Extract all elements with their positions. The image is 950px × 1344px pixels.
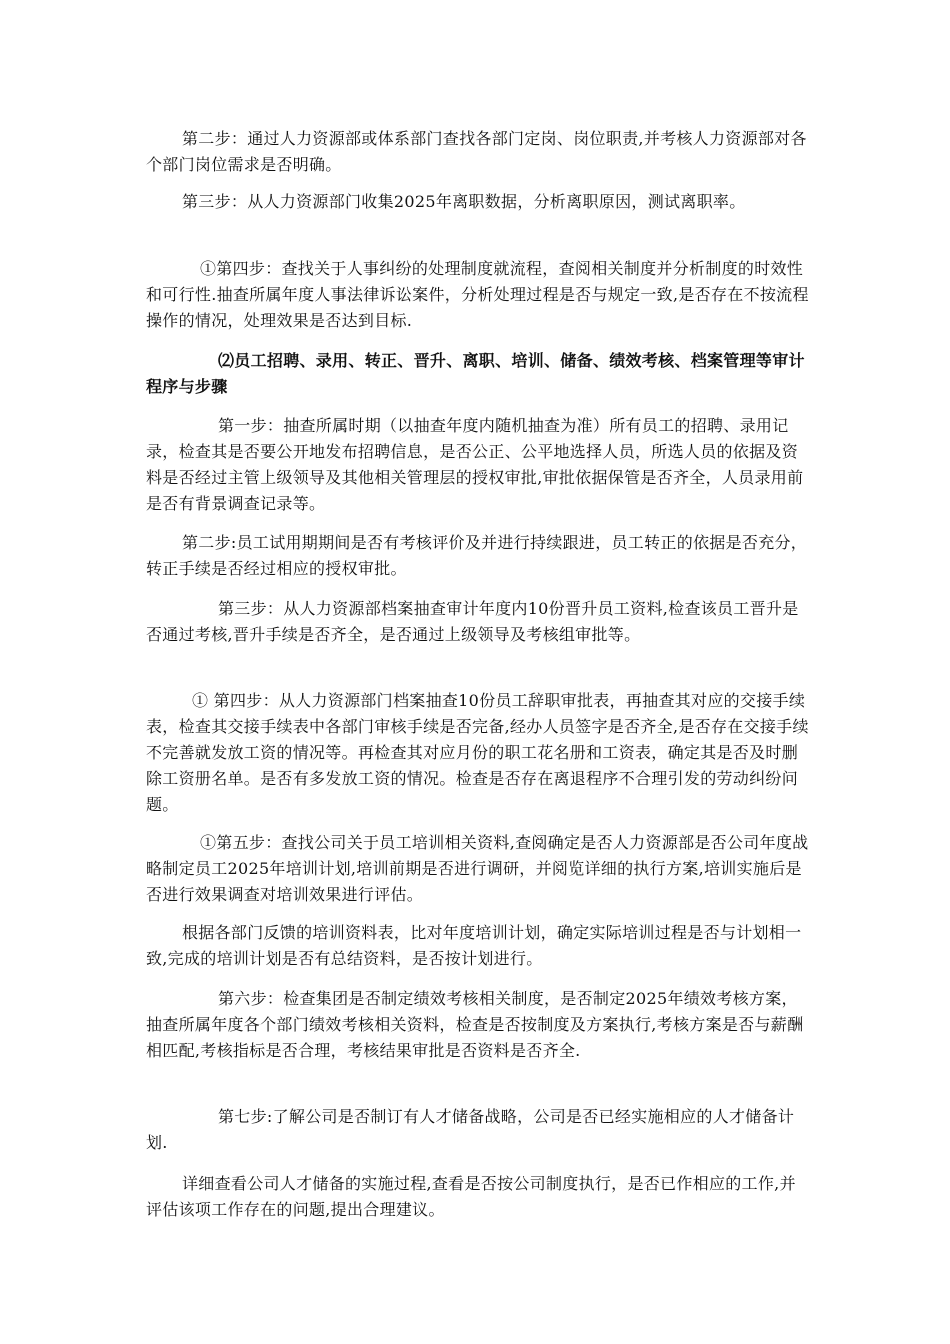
paragraph-step3-promotion: 第三步：从人力资源部档案抽查审计年度内10份晋升员工资料,检查该员工晋升是否通过考核,晋升手续是否齐全，是否通过上级领导及考核组审批等。 <box>146 599 799 644</box>
paragraph-training-comparison: 根据各部门反馈的培训资料表，比对年度培训计划，确定实际培训过程是否与计划相一致,完成的培训计划是否有总结资料，是否按计划进行。 <box>146 923 802 968</box>
paragraph-step2-probation: 第二步:员工试用期期间是否有考核评价及并进行持续跟进，员工转正的依据是否充分，转正手续是否经过相应的授权审批。 <box>146 533 808 578</box>
paragraph-step4-resignation: ① 第四步：从人力资源部门档案抽查10份员工辞职审批表，再抽查其对应的交接手续表，检查其交接手续表中各部门审核手续是否完备,经办人员签字是否齐全,是否存在交接手续不完善就发放工资的情况等。再检查其对应月份的职工花名册和工资表，确定其是否及时删除工资册名单。是否有多发放工资的情况。检查是否存在离退程序不合理引发的劳动纠纷问题。 <box>146 691 809 814</box>
section-heading-audit-procedures: ⑵员工招聘、录用、转正、晋升、离职、培训、储备、绩效考核、档案管理等审计程序与步骤 <box>146 351 805 396</box>
paragraph-step2-dept-positions: 第二步：通过人力资源部或体系部门查找各部门定岗、岗位职责,并考核人力资源部对各个部门岗位需求是否明确。 <box>146 129 807 174</box>
paragraph-step4-personnel-disputes: ①第四步：查找关于人事纠纷的处理制度就流程，查阅相关制度并分析制度的时效性和可行性.抽查所属年度人事法律诉讼案件，分析处理过程是否与规定一致,是否存在不按流程操作的情况，处理效果是否达到目标. <box>146 259 809 330</box>
paragraph-step6-performance: 第六步：检查集团是否制定绩效考核相关制度，是否制定2025年绩效考核方案，抽查所属年度各个部门绩效考核相关资料，检查是否按制度及方案执行,考核方案是否与薪酬相匹配,考核指标是否合理，考核结果审批是否资料是否齐全. <box>146 989 804 1060</box>
paragraph-step3-turnover-data: 第三步：从人力资源部门收集2025年离职数据，分析离职原因，测试离职率。 <box>182 192 746 211</box>
paragraph-talent-reserve-review: 详细查看公司人才储备的实施过程,查看是否按公司制度执行，是否已作相应的工作,并评估该项工作存在的问题,提出合理建议。 <box>146 1174 796 1219</box>
paragraph-step5-training: ①第五步：查找公司关于员工培训相关资料,查阅确定是否人力资源部是否公司年度战略制定员工2025年培训计划,培训前期是否进行调研，并阅览详细的执行方案,培训实施后是否进行效果调查对培训效果进行评估。 <box>146 833 809 904</box>
paragraph-step1-recruitment: 第一步：抽查所属时期（以抽查年度内随机抽查为准）所有员工的招聘、录用记录，检查其是否要公开地发布招聘信息，是否公正、公平地选择人员，所选人员的依据及资料是否经过主管上级领导及其他相关管理层的授权审批,审批依据保管是否齐全，人员录用前是否有背景调查记录等。 <box>146 416 804 513</box>
paragraph-step7-talent-reserve: 第七步:了解公司是否制订有人才储备战略，公司是否已经实施相应的人才储备计划. <box>146 1107 795 1152</box>
